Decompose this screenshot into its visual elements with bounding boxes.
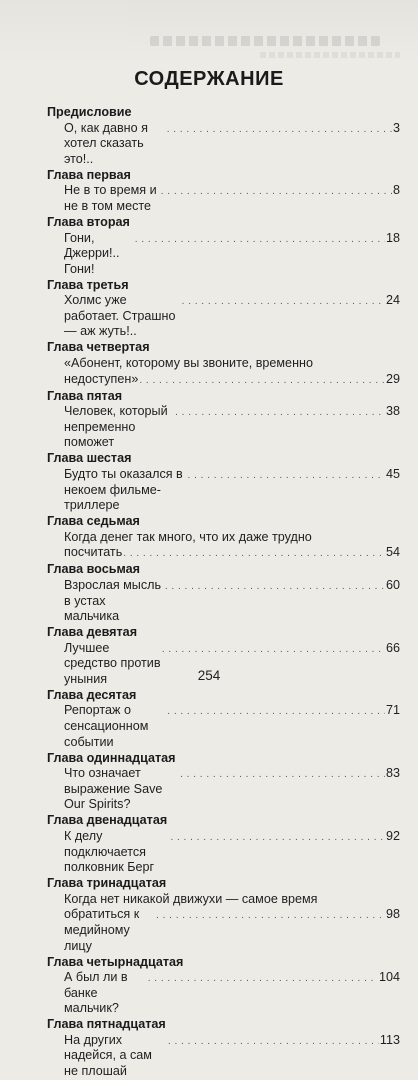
- chapter-entry: [47, 1033, 400, 1080]
- chapter-title: Репортаж о сенсационном событии: [64, 703, 149, 749]
- ghost-text-line: [260, 52, 400, 58]
- chapter-title: Гони, Джерри!.. Гони!: [64, 230, 120, 276]
- toc-entry: [47, 876, 400, 954]
- chapter-entry: [47, 183, 400, 214]
- chapter-heading: Глава тринадцатая: [47, 876, 167, 891]
- chapter-title: На других надейся, а сам не плошай: [64, 1032, 152, 1079]
- chapter-heading: Предисловие: [47, 105, 132, 119]
- toc-entry: [47, 105, 400, 167]
- chapter-title-row: [64, 372, 400, 389]
- chapter-entry: [47, 530, 400, 562]
- chapter-entry: [47, 404, 400, 451]
- chapter-heading: Глава пятая: [47, 388, 123, 403]
- dot-leader: [188, 468, 385, 484]
- table-of-contents: [47, 105, 400, 1080]
- dot-leader: [182, 294, 385, 310]
- chapter-title-row: [64, 183, 400, 214]
- chapter-entry: [47, 970, 400, 1017]
- chapter-title-row: [64, 1033, 400, 1080]
- page-ref: 29: [385, 371, 400, 386]
- chapter-heading: Глава восьмая: [47, 562, 140, 577]
- chapter-heading: Глава шестая: [47, 451, 132, 466]
- chapter-title-row: [64, 907, 400, 954]
- chapter-title: Не в то время и не в том месте: [64, 183, 157, 213]
- chapter-entry: [47, 766, 400, 813]
- chapter-heading: Глава третья: [47, 277, 129, 292]
- chapter-entry: [47, 467, 400, 514]
- dot-leader: [156, 908, 385, 924]
- show-through-text: [0, 0, 418, 62]
- chapter-title-row: [64, 703, 400, 750]
- toc-entry: [47, 389, 400, 451]
- chapter-entry: [47, 293, 400, 340]
- chapter-title-line: Когда нет никакой движухи — самое время: [64, 891, 318, 906]
- chapter-title-row: [64, 404, 400, 451]
- page-ref: 18: [385, 230, 400, 245]
- chapter-title-row: [64, 121, 400, 168]
- chapter-heading: Глава четвертая: [47, 340, 150, 355]
- chapter-title: Будто ты оказался в некоем фильме-триллере: [64, 467, 183, 513]
- toc-entry: [47, 215, 400, 277]
- toc-entry: [47, 168, 400, 215]
- dot-leader: [167, 122, 392, 138]
- page-ref: 60: [385, 577, 400, 592]
- chapter-title-line: «Абонент, которому вы звоните, временно: [64, 356, 313, 371]
- toc-entry: [47, 278, 400, 340]
- chapter-title-row: [64, 545, 400, 562]
- chapter-title-row: [64, 970, 400, 1017]
- page-ref: 8: [392, 183, 400, 198]
- chapter-title-row: [64, 829, 400, 876]
- dot-leader: [170, 830, 385, 846]
- chapter-title: Лучшее средство против уныния: [64, 640, 161, 686]
- toc-entry: [47, 688, 400, 750]
- chapter-heading: Глава вторая: [47, 214, 130, 229]
- page-ref: 38: [385, 404, 400, 419]
- chapter-title: посчитать: [64, 545, 123, 560]
- dot-leader: [167, 704, 385, 720]
- dot-leader: [148, 971, 378, 987]
- toc-entry: [47, 955, 400, 1017]
- toc-entry: [47, 1017, 400, 1079]
- page-ref: 83: [385, 766, 400, 781]
- chapter-title: О, как давно я хотел сказать это!..: [64, 120, 148, 166]
- chapter-heading: Глава девятая: [47, 625, 138, 640]
- chapter-title-row: [64, 231, 400, 278]
- chapter-title: Холмс уже работает. Страшно — аж жуть!..: [64, 293, 176, 339]
- dot-leader: [161, 184, 392, 200]
- dot-leader: [135, 232, 385, 248]
- chapter-title: Человек, который непременно поможет: [64, 404, 168, 450]
- chapter-title-row: [64, 766, 400, 813]
- dot-leader: [162, 642, 385, 658]
- chapter-title: недоступен»: [64, 371, 139, 386]
- dot-leader: [123, 546, 385, 562]
- ghost-text-line: [150, 36, 380, 46]
- chapter-entry: [47, 578, 400, 625]
- page-ref: 92: [385, 829, 400, 843]
- toc-entry: [47, 514, 400, 562]
- chapter-heading: Глава четырнадцатая: [47, 954, 184, 969]
- dot-leader: [165, 579, 385, 595]
- page-ref: 3: [392, 120, 400, 135]
- chapter-entry: [47, 892, 400, 954]
- page-ref: 104: [378, 970, 400, 985]
- chapter-heading: Глава первая: [47, 167, 131, 182]
- page-ref: 113: [379, 1032, 400, 1047]
- chapter-heading: Глава седьмая: [47, 514, 140, 529]
- chapter-title-line: Когда денег так много, что их даже трудно: [64, 529, 312, 544]
- toc-entry: [47, 451, 400, 513]
- page-ref: 98: [385, 907, 400, 922]
- chapter-title-row: [64, 293, 400, 340]
- chapter-title: обратиться к медийному лицу: [64, 907, 140, 953]
- chapter-entry: [47, 231, 400, 278]
- dot-leader: [180, 767, 385, 783]
- dot-leader: [139, 373, 385, 389]
- page-ref: 66: [385, 640, 400, 655]
- dot-leader: [168, 1034, 379, 1050]
- chapter-title-row: [64, 467, 400, 514]
- page-title: СОДЕРЖАНИЕ: [134, 68, 284, 90]
- toc-entry: [47, 751, 400, 813]
- chapter-entry: [47, 829, 400, 876]
- chapter-title: Взрослая мысль в устах мальчика: [64, 577, 162, 624]
- page-ref: 24: [385, 293, 400, 308]
- page-number: 254: [197, 668, 221, 683]
- toc-entry: [47, 340, 400, 388]
- chapter-title: Что означает выражение Save Our Spirits?: [64, 766, 163, 812]
- chapter-entry: [47, 356, 400, 388]
- chapter-entry: [47, 703, 400, 750]
- toc-entry: [47, 562, 400, 624]
- chapter-heading: Глава пятнадцатая: [47, 1017, 166, 1032]
- toc-entry: [47, 813, 400, 875]
- dot-leader: [175, 405, 385, 421]
- chapter-heading: Глава одиннадцатая: [47, 750, 176, 765]
- page-ref: 45: [385, 467, 400, 481]
- page-ref: 54: [385, 545, 400, 560]
- chapter-title-row: [64, 578, 400, 625]
- chapter-heading: Глава десятая: [47, 687, 137, 702]
- chapter-title: К делу подключается полковник Берг: [64, 829, 155, 875]
- page-ref: 71: [385, 703, 400, 718]
- chapter-entry: [47, 121, 400, 168]
- chapter-heading: Глава двенадцатая: [47, 813, 168, 828]
- chapter-title: А был ли в банке мальчик?: [64, 970, 128, 1016]
